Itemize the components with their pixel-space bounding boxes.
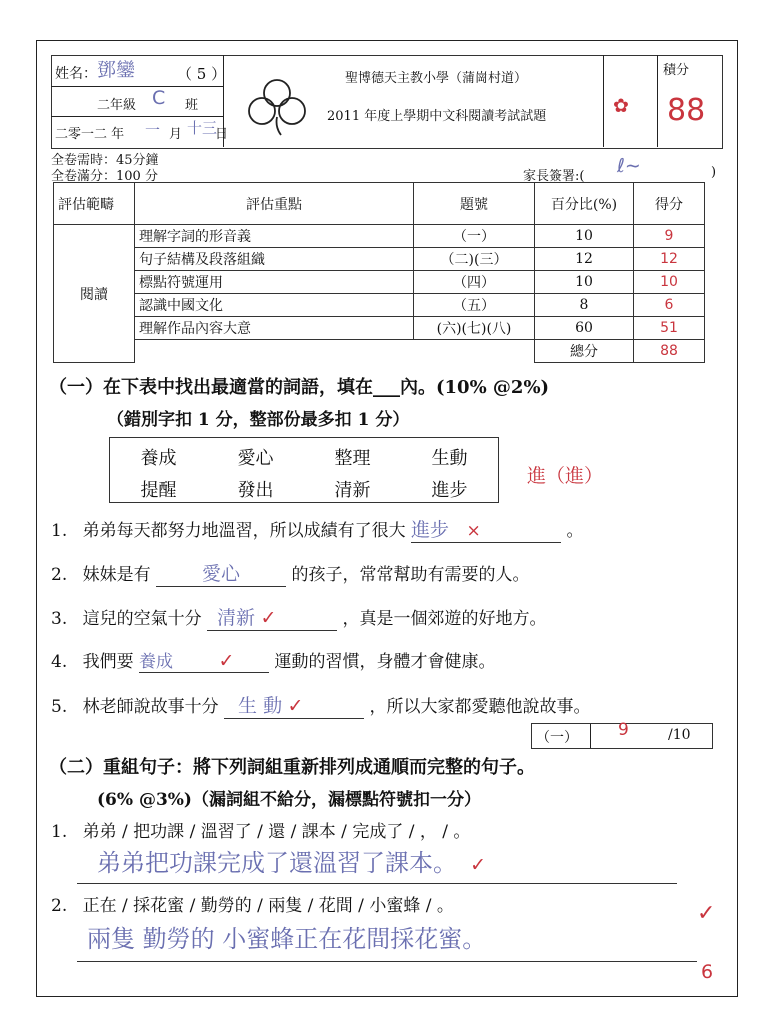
grading-mark: ✓ <box>260 607 277 629</box>
focus-cell: 理解字詞的形音義 <box>135 225 414 248</box>
teacher-correction-note: 進（進） <box>527 465 604 487</box>
table-row <box>54 225 705 248</box>
qno-cell: （五） <box>414 294 535 317</box>
reorder-question-2 <box>51 891 454 916</box>
table-row <box>54 248 705 271</box>
date-year: 二零一二 年 <box>55 127 125 142</box>
score-value: 88 <box>667 93 706 128</box>
question-prompt: 弟弟 / 把功課 / 溫習了 / 還 / 課本 / 完成了 / ， / 。 <box>82 822 471 842</box>
handwritten-answer: 養成 <box>139 652 174 672</box>
class-letter: C <box>152 87 166 109</box>
grading-mark: ✓ <box>287 695 304 717</box>
question-3 <box>51 603 731 631</box>
answer-blank <box>224 691 364 719</box>
table-row <box>54 294 705 317</box>
col-header-qno: 題號 <box>414 183 535 225</box>
total-score: 88 <box>634 340 705 363</box>
question-number: 3. <box>51 609 68 629</box>
question-text-before: 弟弟每天都努力地溫習，所以成績有了很大 <box>82 521 406 541</box>
date-day: 十三 <box>187 119 218 137</box>
word-bank-item: 提醒 <box>140 480 177 501</box>
pct-cell: 8 <box>535 294 634 317</box>
handwritten-answer: 進步 <box>411 519 450 541</box>
score-cell: 6 <box>634 294 705 317</box>
section2-subtitle: (6% @3%)（漏詞組不給分，漏標點符號扣一分） <box>97 790 481 810</box>
focus-cell: 認識中國文化 <box>135 294 414 317</box>
table-row <box>54 340 705 363</box>
class-suffix: 班 <box>185 98 199 113</box>
school-name: 聖博德天主教小學（蒲崗村道） <box>345 71 528 86</box>
word-bank-item: 生動 <box>431 448 468 469</box>
total-time: 全卷需時：45分鐘 <box>51 153 159 168</box>
parent-sign-label: 家長簽署:( <box>523 169 585 184</box>
answer-blank <box>156 559 286 587</box>
question-text-after: ，真是一個郊遊的好地方。 <box>342 609 547 629</box>
word-bank-item: 愛心 <box>237 448 274 469</box>
total-marks: 全卷滿分：100 分 <box>51 169 158 184</box>
parent-signature: ℓ∼ <box>617 155 641 177</box>
score-label: 積分 <box>663 63 690 78</box>
table-row <box>54 317 705 340</box>
focus-cell: 標點符號運用 <box>135 271 414 294</box>
pct-cell: 12 <box>535 248 634 271</box>
grading-mark: ✓ <box>697 901 716 926</box>
handwritten-answer: 弟弟把功課完成了還溫習了課本。 <box>97 849 457 877</box>
col-header-focus: 評估重點 <box>135 183 414 225</box>
question-number: 1. <box>51 822 68 842</box>
section2-title: （二）重組句子：將下列詞組重新排列成通順而完整的句子。 <box>49 757 535 778</box>
question-number: 2. <box>51 896 68 916</box>
question-number: 5. <box>51 697 68 717</box>
score-cell: 12 <box>634 248 705 271</box>
grading-mark: ✓ <box>470 854 487 876</box>
pct-cell: 10 <box>535 225 634 248</box>
question-number: 2. <box>51 565 68 585</box>
col-header-score: 得分 <box>634 183 705 225</box>
teacher-mark-symbol: ✿ <box>613 95 629 117</box>
school-logo <box>245 77 309 137</box>
answer-blank <box>207 603 337 631</box>
qno-cell: (六)(七)(八) <box>414 317 535 340</box>
word-bank-item: 發出 <box>237 480 274 501</box>
focus-cell: 句子結構及段落組織 <box>135 248 414 271</box>
col-header-pct: 百分比(%) <box>535 183 634 225</box>
qno-cell: （四） <box>414 271 535 294</box>
handwritten-answer: 生 動 <box>238 695 283 717</box>
student-name: 鄧鑾 <box>97 59 136 81</box>
score-cell: 10 <box>634 271 705 294</box>
qno-cell: （二)(三） <box>414 248 535 271</box>
handwritten-answer: 清新 <box>217 607 256 629</box>
question-text-before: 林老師說故事十分 <box>82 697 219 717</box>
question-1 <box>51 515 731 543</box>
date-month-label: 月 <box>169 127 183 142</box>
exam-title: 2011 年度上學期中文科閱讀考試試題 <box>327 109 547 124</box>
score-cell: 51 <box>634 317 705 340</box>
total-label: 總分 <box>535 340 634 363</box>
qno-cell: （一） <box>414 225 535 248</box>
section1-score-box <box>531 720 713 749</box>
grade-label: 二年級 <box>97 98 137 113</box>
question-text-after: 。 <box>566 521 584 541</box>
col-header-area: 評估範疇 <box>54 183 135 225</box>
question-2 <box>51 559 731 587</box>
parent-sign-close: ) <box>711 165 717 180</box>
section2-score: 6 <box>701 961 714 983</box>
pct-cell: 10 <box>535 271 634 294</box>
word-bank-item: 養成 <box>140 448 177 469</box>
score-box-label: （一） <box>536 730 578 746</box>
question-text-before: 這兒的空氣十分 <box>82 609 202 629</box>
focus-cell: 理解作品內容大意 <box>135 317 414 340</box>
word-bank-item: 清新 <box>334 480 371 501</box>
grading-mark: ✓ <box>218 650 235 672</box>
handwritten-answer: 愛心 <box>202 563 241 585</box>
answer-blank <box>411 515 561 543</box>
question-number: 4. <box>51 652 68 672</box>
word-bank <box>109 437 499 503</box>
pct-cell: 60 <box>535 317 634 340</box>
grading-mark: × <box>466 521 481 541</box>
date-month: 一 <box>145 121 161 139</box>
answer-line <box>77 843 677 884</box>
table-row <box>54 271 705 294</box>
question-text-before: 妹妹是有 <box>82 565 151 585</box>
name-label: 姓名： <box>55 66 97 82</box>
class-number: （ 5 ） <box>177 65 227 83</box>
answer-line <box>77 919 697 962</box>
section1-subtitle: （錯別字扣 1 分，整部份最多扣 1 分） <box>107 410 410 430</box>
score-box-score: 9 <box>618 720 629 740</box>
area-reading: 閱讀 <box>54 225 135 363</box>
score-box-total: /10 <box>668 727 691 743</box>
question-text-after: 運動的習慣，身體才會健康。 <box>274 652 496 672</box>
word-bank-item: 進步 <box>431 480 468 501</box>
word-bank-item: 整理 <box>334 448 371 469</box>
date-day-label: 日 <box>215 127 229 142</box>
reorder-question-1 <box>51 817 470 842</box>
question-5 <box>51 691 741 719</box>
question-4 <box>51 647 731 673</box>
section1-title: （一）在下表中找出最適當的詞語，填在___內。(10% @2%) <box>49 377 550 398</box>
question-number: 1. <box>51 521 68 541</box>
handwritten-answer: 兩隻 勤勞的 小蜜蜂正在花間採花蜜。 <box>87 925 487 953</box>
assessment-table <box>53 182 705 363</box>
question-text-before: 我們要 <box>82 652 134 672</box>
question-text-after: 的孩子，常常幫助有需要的人。 <box>291 565 530 585</box>
question-prompt: 正在 / 採花蜜 / 勤勞的 / 兩隻 / 花間 / 小蜜蜂 / 。 <box>82 896 454 916</box>
exam-paper <box>36 40 738 997</box>
question-text-after: ，所以大家都愛聽他說故事。 <box>369 697 591 717</box>
score-cell: 9 <box>634 225 705 248</box>
answer-blank <box>139 647 269 673</box>
